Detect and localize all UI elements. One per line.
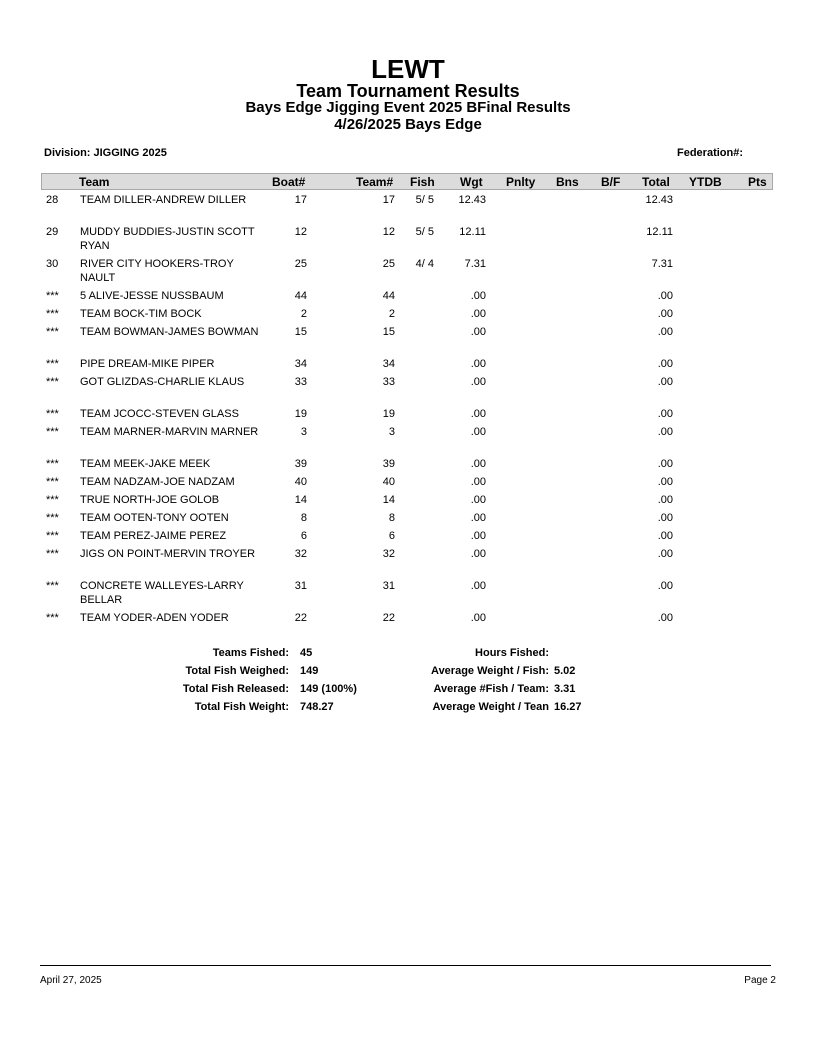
row-wgt: .00 bbox=[470, 548, 486, 560]
row-total: .00 bbox=[657, 308, 673, 320]
table-row bbox=[0, 375, 816, 407]
row-rank: *** bbox=[46, 426, 59, 438]
row-team: TEAM BOCK-TIM BOCK bbox=[80, 308, 202, 320]
row-total: .00 bbox=[657, 426, 673, 438]
row-team: JIGS ON POINT-MERVIN TROYER bbox=[80, 548, 256, 560]
row-rank: *** bbox=[46, 580, 59, 592]
col-total: Total bbox=[642, 175, 670, 189]
summary-right-label: Average #Fish / Team: bbox=[433, 683, 549, 695]
col-bonus: Bns bbox=[556, 175, 579, 189]
summary-right-label: Average Weight / Fish: bbox=[431, 665, 549, 677]
table-row bbox=[0, 193, 816, 225]
row-boat: 15 bbox=[294, 326, 307, 338]
row-team: GOT GLIZDAS-CHARLIE KLAUS bbox=[80, 376, 245, 388]
row-rank: *** bbox=[46, 326, 59, 338]
row-teamno: 25 bbox=[382, 258, 395, 270]
col-ytdb: YTDB bbox=[689, 175, 722, 189]
col-bf: B/F bbox=[601, 175, 621, 189]
row-teamno: 33 bbox=[382, 376, 395, 388]
row-teamno: 22 bbox=[382, 612, 395, 624]
row-rank: *** bbox=[46, 290, 59, 302]
row-boat: 33 bbox=[294, 376, 307, 388]
row-rank: *** bbox=[46, 358, 59, 370]
table-row bbox=[0, 611, 816, 629]
row-team: CONCRETE WALLEYES-LARRY BELLAR bbox=[80, 580, 244, 606]
summary-right-value: 5.02 bbox=[554, 665, 576, 677]
row-total: .00 bbox=[657, 494, 673, 506]
summary-right-value: 16.27 bbox=[554, 701, 582, 713]
division-label: Division: JIGGING 2025 bbox=[44, 147, 167, 159]
row-wgt: .00 bbox=[470, 326, 486, 338]
row-boat: 44 bbox=[294, 290, 307, 302]
results-table bbox=[0, 193, 816, 629]
row-rank: *** bbox=[46, 476, 59, 488]
row-wgt: .00 bbox=[470, 358, 486, 370]
row-boat: 25 bbox=[294, 258, 307, 270]
table-row bbox=[0, 529, 816, 547]
row-team: RIVER CITY HOOKERS-TROY NAULT bbox=[80, 258, 234, 284]
row-teamno: 31 bbox=[382, 580, 395, 592]
row-teamno: 44 bbox=[382, 290, 395, 302]
row-rank: *** bbox=[46, 408, 59, 420]
row-boat: 8 bbox=[300, 512, 307, 524]
row-rank: 30 bbox=[46, 258, 59, 270]
table-row bbox=[0, 547, 816, 579]
row-fish: 5/ 5 bbox=[415, 194, 434, 206]
summary-left-value: 149 bbox=[300, 665, 319, 677]
row-boat: 14 bbox=[294, 494, 307, 506]
row-wgt: 12.43 bbox=[458, 194, 486, 206]
row-teamno: 40 bbox=[382, 476, 395, 488]
row-teamno: 14 bbox=[382, 494, 395, 506]
row-teamno: 6 bbox=[388, 530, 395, 542]
report-title: Team Tournament Results bbox=[296, 81, 520, 101]
row-rank: 28 bbox=[46, 194, 59, 206]
row-wgt: .00 bbox=[470, 458, 486, 470]
row-rank: *** bbox=[46, 458, 59, 470]
row-team: TEAM OOTEN-TONY OOTEN bbox=[80, 512, 229, 524]
table-row bbox=[0, 325, 816, 357]
table-row bbox=[0, 225, 816, 257]
row-total: .00 bbox=[657, 290, 673, 302]
row-wgt: 7.31 bbox=[464, 258, 486, 270]
summary-right-value: 3.31 bbox=[554, 683, 576, 695]
col-penalty: Pnlty bbox=[506, 175, 536, 189]
summary-left-value: 45 bbox=[300, 647, 313, 659]
row-wgt: .00 bbox=[470, 580, 486, 592]
row-teamno: 39 bbox=[382, 458, 395, 470]
row-teamno: 34 bbox=[382, 358, 395, 370]
row-team: PIPE DREAM-MIKE PIPER bbox=[80, 358, 215, 370]
footer-divider bbox=[40, 965, 771, 966]
row-total: .00 bbox=[657, 530, 673, 542]
row-total: 12.43 bbox=[645, 194, 673, 206]
table-row bbox=[0, 307, 816, 325]
row-wgt: .00 bbox=[470, 512, 486, 524]
row-total: .00 bbox=[657, 408, 673, 420]
row-boat: 19 bbox=[294, 408, 307, 420]
table-row bbox=[0, 475, 816, 493]
row-teamno: 32 bbox=[382, 548, 395, 560]
row-boat: 39 bbox=[294, 458, 307, 470]
row-teamno: 2 bbox=[388, 308, 395, 320]
row-fish: 4/ 4 bbox=[415, 258, 434, 270]
row-wgt: 12.11 bbox=[459, 226, 486, 238]
row-team: TEAM YODER-ADEN YODER bbox=[80, 612, 229, 624]
row-teamno: 3 bbox=[388, 426, 395, 438]
table-row bbox=[0, 493, 816, 511]
row-rank: *** bbox=[46, 512, 59, 524]
row-team: TEAM DILLER-ANDREW DILLER bbox=[80, 194, 247, 206]
row-team: TEAM BOWMAN-JAMES BOWMAN bbox=[80, 326, 259, 338]
table-row bbox=[0, 425, 816, 457]
row-rank: *** bbox=[46, 612, 59, 624]
row-wgt: .00 bbox=[470, 494, 486, 506]
row-wgt: .00 bbox=[470, 612, 486, 624]
table-row bbox=[0, 407, 816, 425]
table-row bbox=[0, 511, 816, 529]
table-row bbox=[0, 289, 816, 307]
row-team: TEAM MEEK-JAKE MEEK bbox=[80, 458, 211, 470]
row-boat: 17 bbox=[294, 194, 307, 206]
row-team: TEAM JCOCC-STEVEN GLASS bbox=[80, 408, 239, 420]
row-rank: *** bbox=[46, 494, 59, 506]
row-boat: 3 bbox=[300, 426, 307, 438]
row-total: .00 bbox=[657, 458, 673, 470]
footer-date: April 27, 2025 bbox=[40, 975, 102, 986]
row-team: TEAM MARNER-MARVIN MARNER bbox=[80, 426, 259, 438]
event-date-location: 4/26/2025 Bays Edge bbox=[334, 116, 482, 133]
summary-left-value: 748.27 bbox=[300, 701, 334, 713]
summary-left-label: Teams Fished: bbox=[212, 647, 289, 659]
col-boat: Boat# bbox=[272, 175, 306, 189]
col-fish: Fish bbox=[410, 175, 435, 189]
row-total: .00 bbox=[657, 548, 673, 560]
row-boat: 2 bbox=[300, 308, 307, 320]
row-wgt: .00 bbox=[470, 290, 486, 302]
row-total: .00 bbox=[657, 326, 673, 338]
event-name: Bays Edge Jigging Event 2025 BFinal Results bbox=[245, 99, 571, 116]
row-teamno: 17 bbox=[382, 194, 395, 206]
row-total: .00 bbox=[657, 358, 673, 370]
table-header bbox=[41, 173, 773, 190]
row-wgt: .00 bbox=[470, 476, 486, 488]
row-wgt: .00 bbox=[470, 408, 486, 420]
row-rank: *** bbox=[46, 308, 59, 320]
row-wgt: .00 bbox=[470, 376, 486, 388]
row-boat: 34 bbox=[294, 358, 307, 370]
summary-left-label: Total Fish Released: bbox=[182, 683, 289, 695]
row-teamno: 19 bbox=[382, 408, 395, 420]
summary-right-label: Hours Fished: bbox=[475, 647, 549, 659]
row-wgt: .00 bbox=[470, 308, 486, 320]
row-teamno: 15 bbox=[382, 326, 395, 338]
row-total: .00 bbox=[657, 376, 673, 388]
row-boat: 40 bbox=[294, 476, 307, 488]
row-boat: 32 bbox=[294, 548, 307, 560]
row-rank: *** bbox=[46, 548, 59, 560]
row-boat: 22 bbox=[294, 612, 307, 624]
col-teamno: Team# bbox=[356, 175, 394, 189]
table-row bbox=[0, 457, 816, 475]
row-wgt: .00 bbox=[470, 530, 486, 542]
row-total: .00 bbox=[657, 512, 673, 524]
org-title: LEWT bbox=[371, 54, 445, 84]
row-total: 12.11 bbox=[646, 226, 673, 238]
row-teamno: 8 bbox=[388, 512, 395, 524]
row-wgt: .00 bbox=[470, 426, 486, 438]
row-team: TEAM PEREZ-JAIME PEREZ bbox=[80, 530, 227, 542]
summary-left-label: Total Fish Weight: bbox=[194, 701, 289, 713]
col-wgt: Wgt bbox=[460, 175, 483, 189]
row-team: 5 ALIVE-JESSE NUSSBAUM bbox=[80, 290, 224, 302]
summary-left-label: Total Fish Weighed: bbox=[185, 665, 289, 677]
row-total: .00 bbox=[657, 580, 673, 592]
row-total: 7.31 bbox=[651, 258, 673, 270]
row-total: .00 bbox=[657, 476, 673, 488]
federation-label: Federation#: bbox=[677, 147, 744, 159]
row-rank: *** bbox=[46, 530, 59, 542]
row-boat: 6 bbox=[300, 530, 307, 542]
row-team: TRUE NORTH-JOE GOLOB bbox=[80, 494, 220, 506]
col-team: Team bbox=[79, 175, 110, 189]
summary-left-value: 149 (100%) bbox=[300, 683, 357, 695]
table-row bbox=[0, 579, 816, 611]
row-rank: *** bbox=[46, 376, 59, 388]
row-total: .00 bbox=[657, 612, 673, 624]
row-boat: 12 bbox=[294, 226, 307, 238]
col-pts: Pts bbox=[748, 175, 767, 189]
row-boat: 31 bbox=[294, 580, 307, 592]
row-fish: 5/ 5 bbox=[415, 226, 434, 238]
summary-right-label: Average Weight / Tean bbox=[432, 701, 549, 713]
table-row bbox=[0, 257, 816, 289]
table-row bbox=[0, 357, 816, 375]
footer-page: Page 2 bbox=[744, 975, 776, 986]
row-rank: 29 bbox=[46, 226, 59, 238]
row-team: MUDDY BUDDIES-JUSTIN SCOTT RYAN bbox=[80, 226, 255, 252]
row-teamno: 12 bbox=[382, 226, 395, 238]
row-team: TEAM NADZAM-JOE NADZAM bbox=[80, 476, 235, 488]
